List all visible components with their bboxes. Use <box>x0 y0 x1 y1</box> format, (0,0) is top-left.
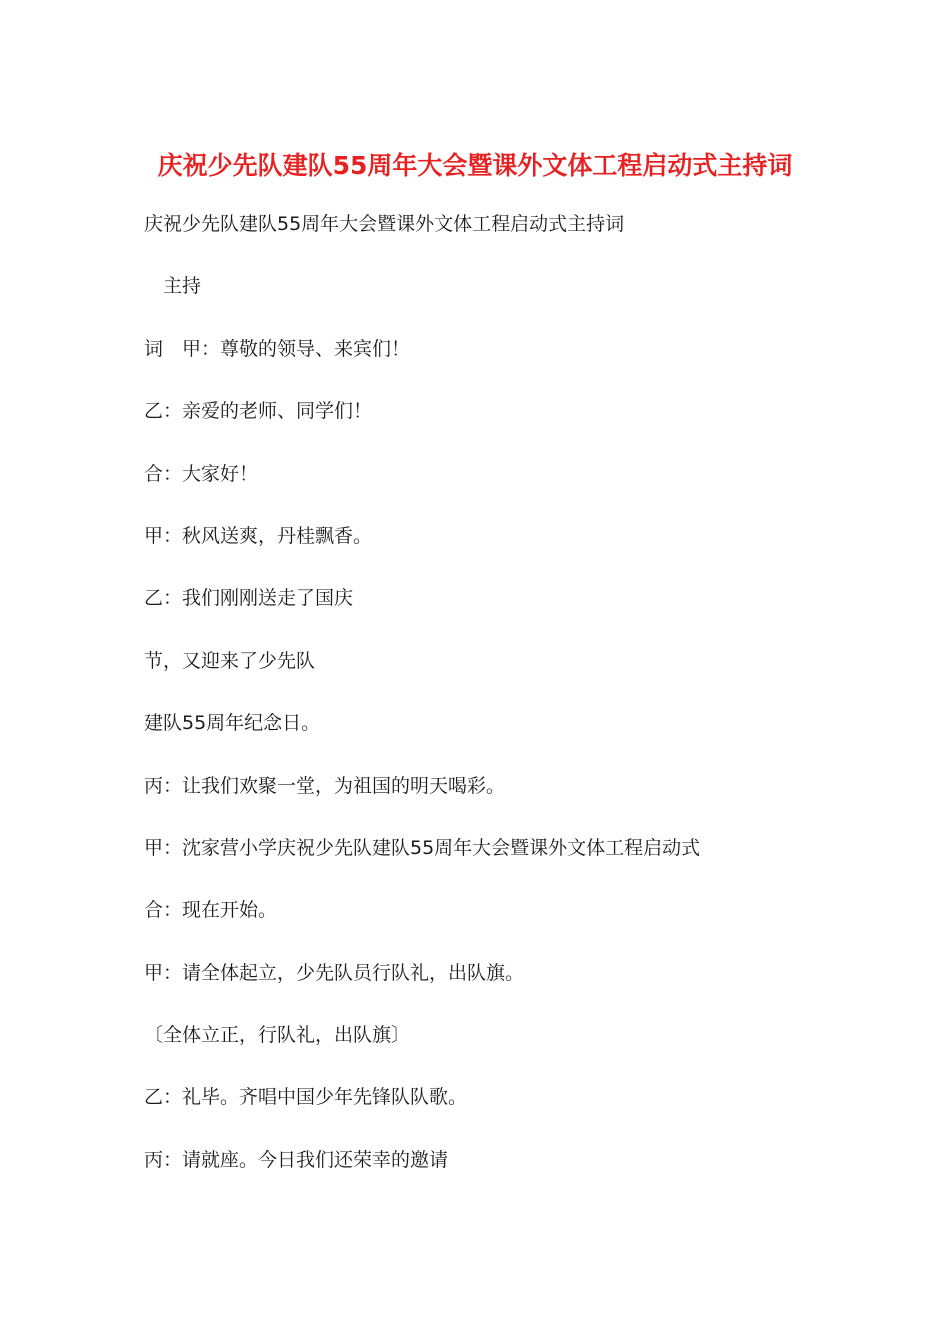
paragraph-line: 甲：秋风送爽，丹桂飘香。 <box>144 524 373 547</box>
paragraph-line: 〔全体立正，行队礼，出队旗〕 <box>144 1024 411 1047</box>
paragraph-line: 乙：亲爱的老师、同学们！ <box>144 400 373 423</box>
paragraph-line: 乙：礼毕。齐唱中国少年先锋队队歌。 <box>144 1086 468 1109</box>
paragraph-line: 丙：请就座。今日我们还荣幸的邀请 <box>144 1148 449 1171</box>
paragraph-line: 建队55周年纪念日。 <box>144 712 321 735</box>
paragraph-line: 词 甲：尊敬的领导、来宾们！ <box>144 337 411 360</box>
document-title: 庆祝少先队建队55周年大会暨课外文体工程启动式主持词 <box>157 151 793 180</box>
paragraph-line: 甲：请全体起立，少先队员行队礼，出队旗。 <box>144 961 525 984</box>
paragraph-line: 庆祝少先队建队55周年大会暨课外文体工程启动式主持词 <box>144 213 625 235</box>
paragraph-line: 丙：让我们欢聚一堂，为祖国的明天喝彩。 <box>144 774 506 797</box>
paragraph-line: 甲：沈家营小学庆祝少先队建队55周年大会暨课外文体工程启动式 <box>144 836 701 859</box>
paragraph-line: 乙：我们刚刚送走了国庆 <box>144 587 354 610</box>
paragraph-line: 合：现在开始。 <box>144 899 278 922</box>
paragraph-line: 合：大家好！ <box>144 462 259 485</box>
paragraph-line: 节，又迎来了少先队 <box>144 649 316 672</box>
paragraph-line: 主持 <box>163 275 202 298</box>
document-body <box>144 206 864 1204</box>
